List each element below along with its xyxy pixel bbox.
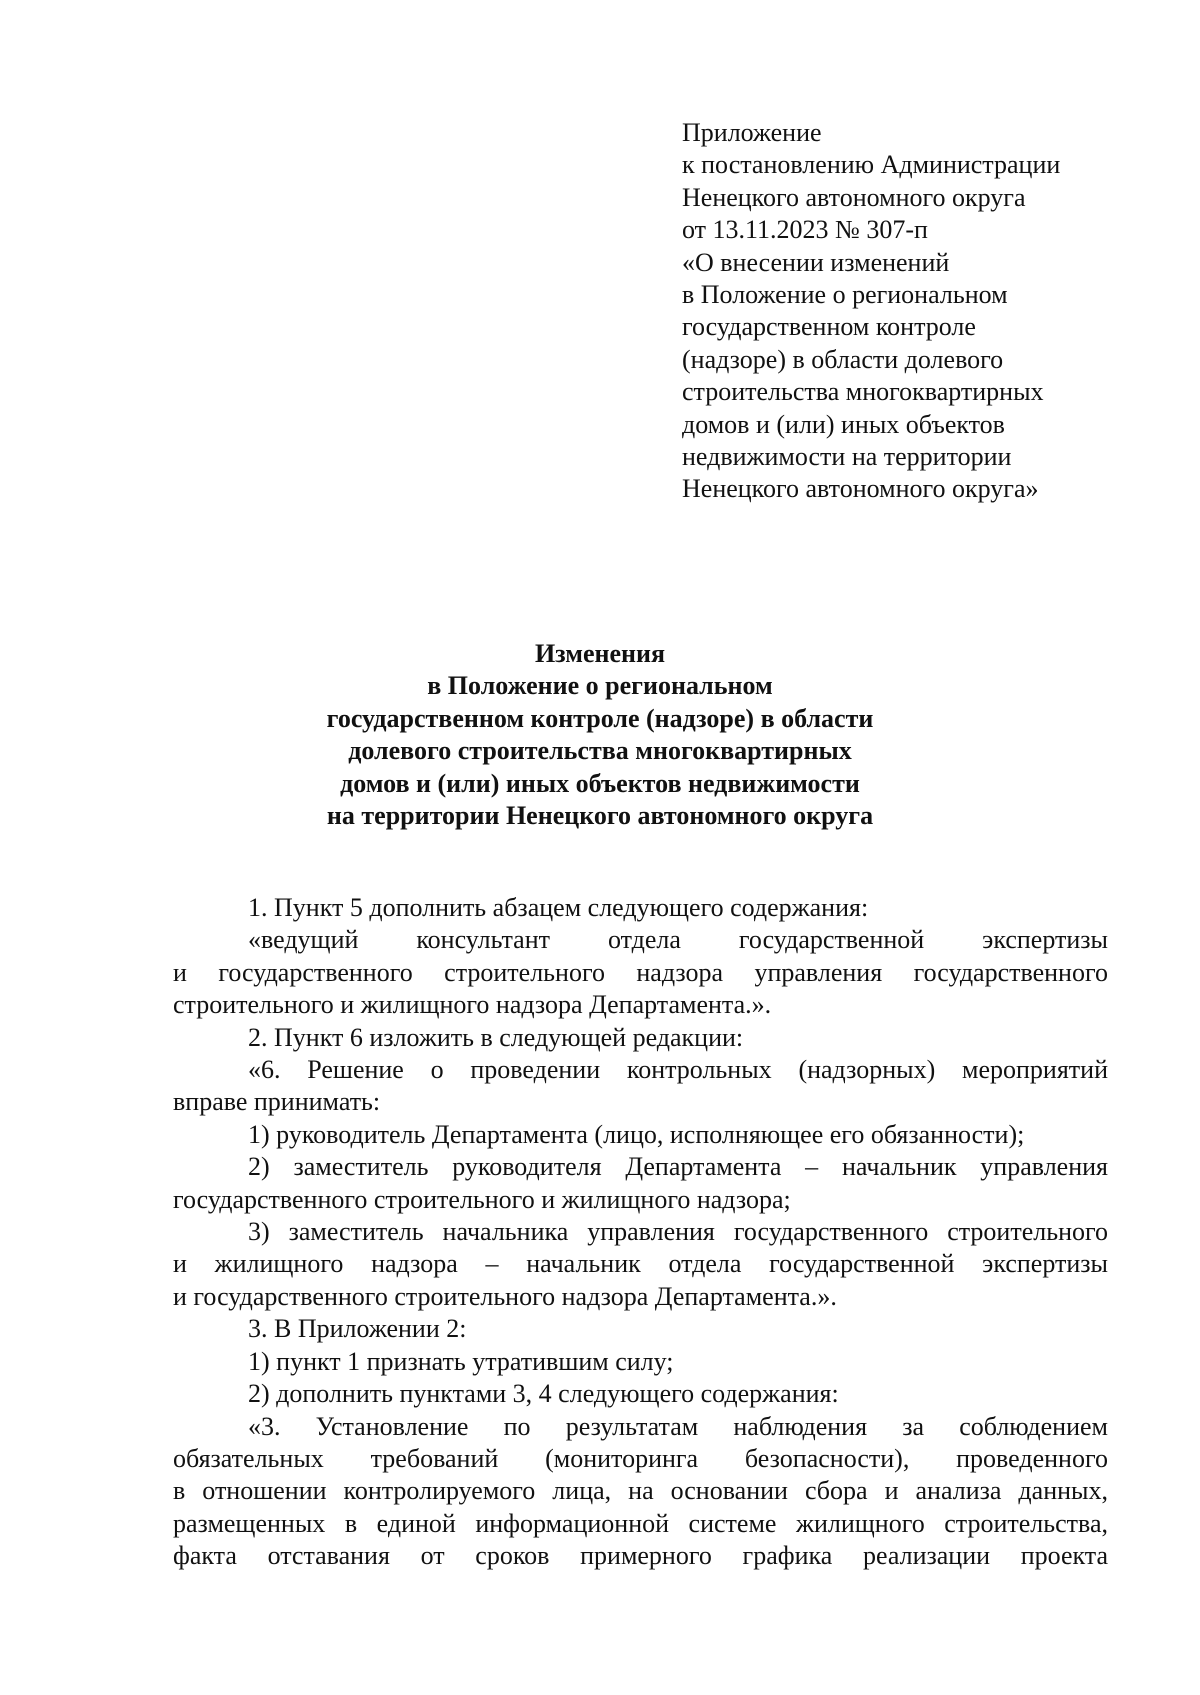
body-line: 1. Пункт 5 дополнить абзацем следующего содержания:: [248, 893, 869, 922]
body-line: и государственного строительного надзора Департамента.».: [173, 1281, 837, 1311]
body-line: в отношении контролируемого лица, на основании сбора и анализа данных,: [173, 1476, 1108, 1506]
body-line: строительного и жилищного надзора Департамента.».: [173, 990, 772, 1020]
appendix-line: Приложение: [682, 118, 822, 147]
appendix-reference: [682, 117, 1152, 506]
body-line: факта отставания от сроков примерного графика реализации проекта: [173, 1541, 1108, 1571]
appendix-line: домов и (или) иных объектов: [682, 409, 1005, 439]
appendix-line: Ненецкого автономного округа»: [682, 474, 1039, 504]
body-line: обязательных требований (мониторинга безопасности), проведенного: [173, 1443, 1108, 1473]
body-line: 3) заместитель начальника управления государственного строительного: [248, 1217, 1108, 1247]
title-line: в Положение о региональном: [427, 671, 773, 701]
appendix-line: «О внесении изменений: [682, 247, 950, 277]
title-line: на территории Ненецкого автономного округа: [326, 801, 874, 831]
body-line: 1) пункт 1 признать утратившим силу;: [248, 1346, 674, 1376]
body-line: «ведущий консультант отдела государственной экспертизы: [248, 925, 1108, 955]
body-line: «6. Решение о проведении контрольных (надзорных) мероприятий: [248, 1055, 1108, 1085]
appendix-line: недвижимости на территории: [682, 442, 1012, 472]
document-title: [0, 638, 1200, 832]
appendix-line: Ненецкого автономного округа: [682, 182, 1026, 212]
appendix-line: государственном контроле: [682, 312, 976, 342]
document-body: [173, 892, 1108, 1573]
body-line: 2. Пункт 6 изложить в следующей редакции:: [248, 1022, 744, 1052]
body-line: «3. Установление по результатам наблюдения за соблюдением: [248, 1411, 1108, 1441]
body-line: размещенных в единой информационной системе жилищного строительства,: [173, 1508, 1108, 1538]
appendix-line: от 13.11.2023 № 307-п: [682, 215, 928, 245]
body-line: государственного строительного и жилищного надзора;: [173, 1184, 791, 1214]
title-line: Изменения: [534, 639, 666, 668]
body-line: и жилищного надзора – начальник отдела государственной экспертизы: [173, 1249, 1108, 1279]
body-line: 3. В Приложении 2:: [248, 1314, 467, 1344]
appendix-line: строительства многоквартирных: [682, 377, 1044, 407]
body-line: вправе принимать:: [173, 1087, 381, 1117]
body-line: 2) дополнить пунктами 3, 4 следующего содержания:: [248, 1379, 839, 1409]
appendix-line: в Положение о региональном: [682, 280, 1008, 310]
body-line: 1) руководитель Департамента (лицо, исполняющее его обязанности);: [248, 1119, 1025, 1149]
appendix-line: (надзоре) в области долевого: [682, 344, 1004, 374]
appendix-line: к постановлению Администрации: [682, 150, 1061, 180]
title-line: государственном контроле (надзоре) в области: [326, 703, 874, 733]
body-line: 2) заместитель руководителя Департамента – начальник управления: [248, 1152, 1108, 1182]
body-line: и государственного строительного надзора управления государственного: [173, 957, 1108, 987]
title-line: домов и (или) иных объектов недвижимости: [340, 768, 860, 798]
title-line: долевого строительства многоквартирных: [348, 736, 852, 766]
